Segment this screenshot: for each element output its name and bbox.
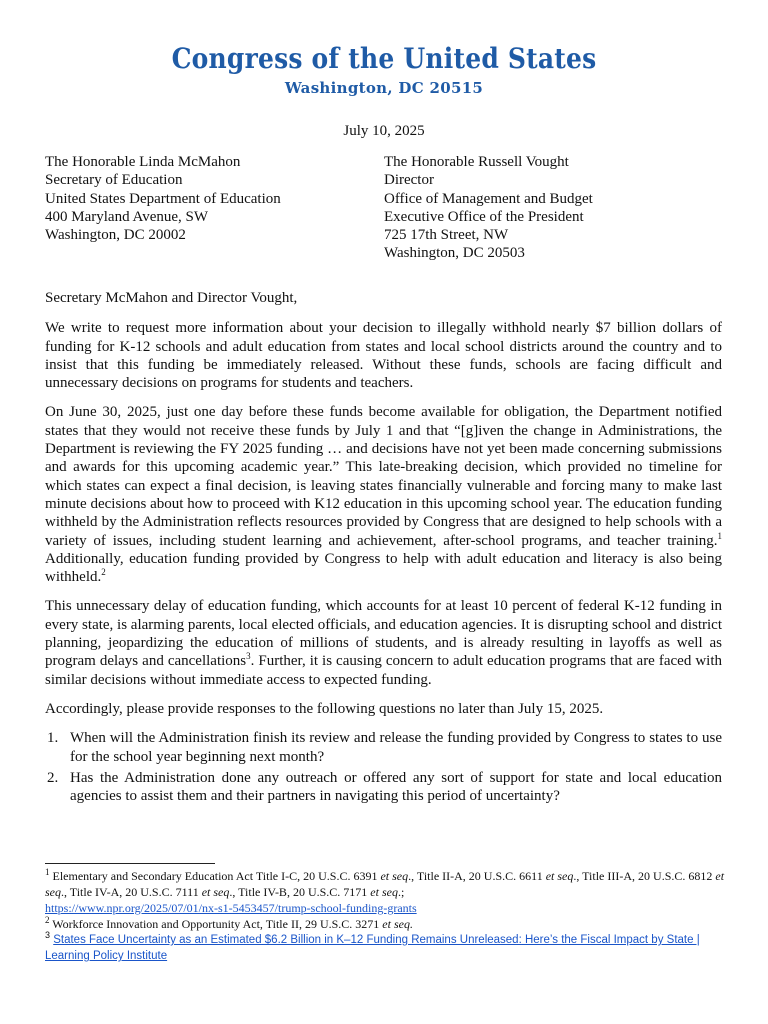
footnote-text: ., Title II-A, 20 U.S.C. 6611 — [408, 869, 546, 883]
footnote-italic: et seq — [45, 869, 725, 899]
questions-list — [45, 729, 722, 805]
address-line: Executive Office of the President — [384, 208, 584, 225]
footnote-italic: et seq — [380, 869, 409, 883]
letterhead-subtitle: Washington, DC 20515 — [284, 79, 484, 97]
paragraph-2 — [45, 403, 722, 586]
recipient-address-right — [384, 153, 593, 263]
footnote-ref-2[interactable]: 2 — [101, 567, 106, 578]
paragraph-3 — [45, 597, 722, 688]
salutation: Secretary McMahon and Director Vought, — [45, 290, 298, 306]
footnote-mark: 2 — [45, 915, 50, 925]
footnote-italic: et seq — [370, 885, 398, 899]
footnote-italic: et seq — [201, 885, 230, 899]
footnote-2 — [45, 916, 725, 932]
footnote-ref-1[interactable]: 1 — [717, 530, 722, 541]
footnote-text: Workforce Innovation and Opportunity Act, Title II, 29 U.S.C. 3271 — [49, 917, 383, 931]
paragraph-2-text-cont: Additionally, education funding provided by Congress to help with adult education and literacy is also being withheld. — [45, 550, 722, 586]
footnote-mark: 3 — [45, 930, 51, 941]
address-line: Office of Management and Budget — [384, 190, 593, 207]
letter-body — [45, 289, 722, 808]
letterhead-title: Congress of the United States — [171, 42, 597, 75]
footnote-mark: 1 — [45, 867, 50, 877]
letterhead — [0, 44, 768, 97]
footnote-ref-3[interactable]: 3 — [246, 651, 251, 662]
paragraph-1: We write to request more information about your decision to illegally withhold nearly $7 billion dollars of funding for K-12 schools and adult education from states and local school districts around the country and to insist that this funding be immediately released. Without these funds, schools are facing difficult and unnecessary decisions on programs for students and teachers. — [45, 320, 722, 392]
footnote-text: ., Title IV-A, 20 U.S.C. 7111 — [61, 885, 202, 899]
footnote-text: .; — [397, 885, 405, 899]
footnote-text: Elementary and Secondary Education Act Title I-C, 20 U.S.C. 6391 — [49, 869, 381, 883]
footnotes — [45, 868, 725, 964]
letter-date: July 10, 2025 — [343, 123, 425, 139]
footnote-1 — [45, 868, 725, 916]
list-item-text: Has the Administration done any outreach or offered any sort of support for state and local education agencies to assist them and their partners in navigating this period of uncertainty? — [70, 769, 722, 805]
list-number: 2. — [47, 769, 59, 786]
list-item-text: When will the Administration finish its review and release the funding provided by Congress to states to use for the school year beginning next month? — [70, 730, 722, 765]
footnote-3 — [45, 932, 725, 964]
address-line: Washington, DC 20002 — [45, 227, 186, 244]
address-line: United States Department of Education — [45, 190, 281, 207]
footnote-divider — [45, 863, 215, 864]
address-line: 725 17th Street, NW — [384, 227, 509, 244]
list-number: 1. — [47, 730, 59, 747]
paragraph-3-text: This unnecessary delay of education funding, which accounts for at least 10 percent of federal K-12 funding in every state, is alarming parents, local elected officials, and education agencies. It is disrupting school and district planning, jeopardizing the education of millions of students, and is already resulting in layoffs as well as program delays and cancellations — [45, 598, 723, 670]
paragraph-4: Accordingly, please provide responses to the following questions no later than July 15, 2025. — [45, 700, 604, 717]
address-line: The Honorable Russell Vought — [384, 154, 569, 170]
footnote-italic: et seq — [545, 869, 574, 883]
footnote-text: ., Title IV-B, 20 U.S.C. 7171 — [229, 885, 371, 899]
recipient-address-left — [45, 153, 281, 244]
paragraph-3-text-cont: . Further, it is causing concern to adult education programs that are faced with similar decisions without immediate access to expected funding. — [45, 653, 722, 688]
footnote-link-lpi[interactable]: States Face Uncertainty as an Estimated $6.2 Billion in K–12 Funding Remains Unreleased: Here’s the Fiscal Impact by State | Learning Policy Institute — [45, 934, 700, 962]
address-line: 400 Maryland Avenue, SW — [45, 208, 209, 225]
footnote-text: ., Title III-A, 20 U.S.C. 6812 — [573, 869, 716, 883]
footnote-italic: et seq. — [382, 917, 413, 931]
list-item — [45, 769, 722, 806]
address-line: The Honorable Linda McMahon — [45, 154, 241, 170]
list-item — [45, 729, 722, 766]
paragraph-2-text: On June 30, 2025, just one day before these funds become available for obligation, the Department notified states that they would not receive these funds by July 1 and that “[g]iven the change in Administrations, the Department is reviewing the FY 2025 funding … and decisions have not yet been made concerning submissions and awards for this upcoming academic year.” This late-breaking decision, which provided no timeline for which states can expect a final decision, is leaving states financially vulnerable and forcing many to make last minute decisions about how to proceed with K12 education in this upcoming school year. The education funding withheld by the Administration reflects resources provided by Congress that are designed to help schools with a variety of issues, including student learning and achievement, after-school programs, and teacher training. — [45, 404, 722, 549]
address-line: Washington, DC 20503 — [384, 245, 525, 262]
address-line: Director — [384, 172, 434, 189]
address-line: Secretary of Education — [45, 172, 183, 189]
footnote-link-npr[interactable]: https://www.npr.org/2025/07/01/nx-s1-5453457/trump-school-funding-grants — [45, 901, 417, 915]
